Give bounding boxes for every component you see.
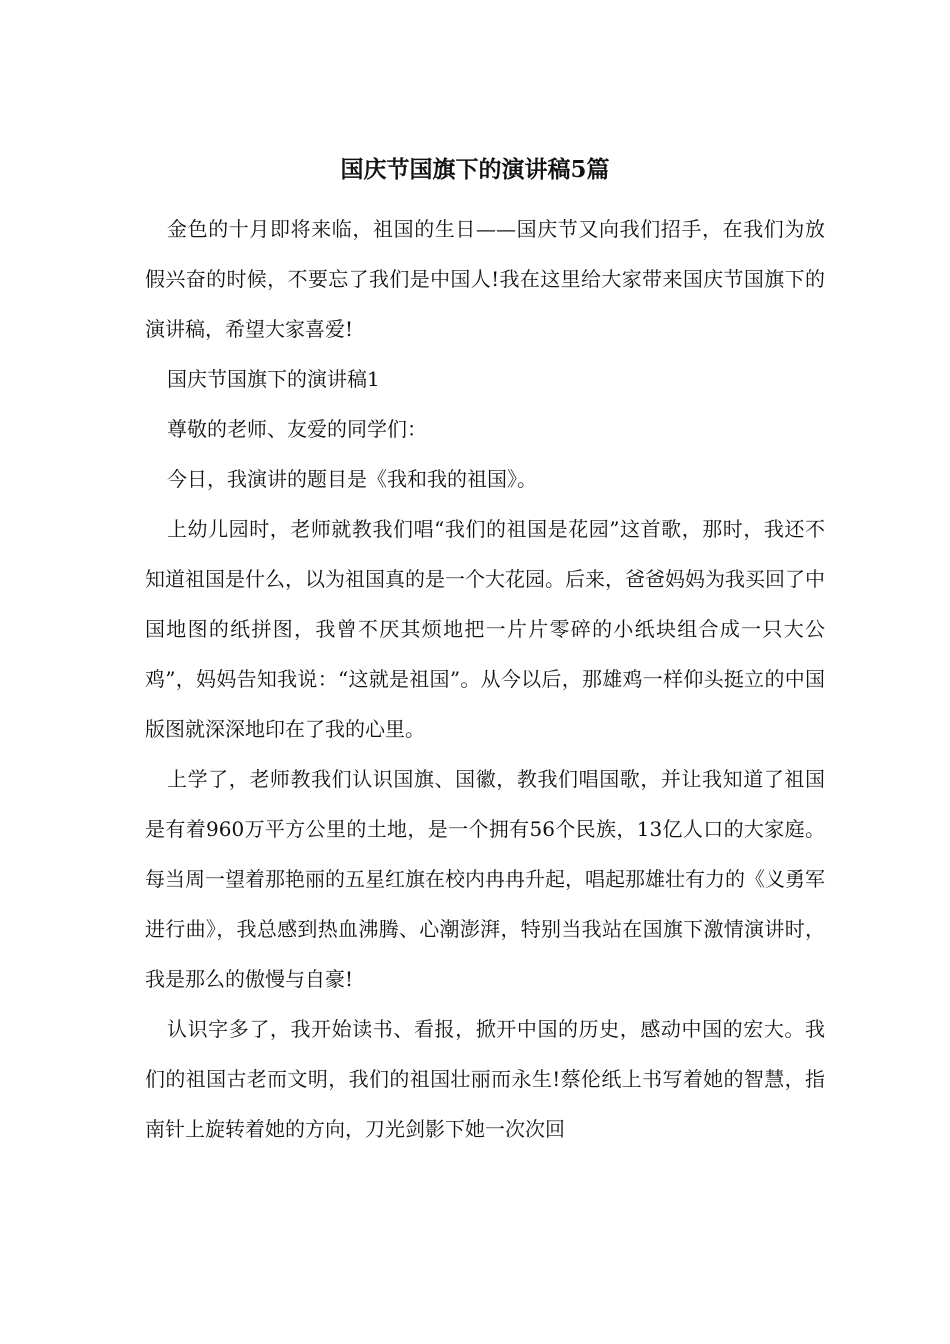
section-heading: 国庆节国旗下的演讲稿1	[167, 367, 380, 391]
school-paragraph: 上学了，老师教我们认识国旗、国徽，教我们唱国歌，并让我知道了祖国是有着960万平方公里的土地，是一个拥有56个民族，13亿人口的大家庭。每当周一望着那艳丽的五星红旗在校内冉冉升起，唱起那雄壮有力的《义勇军进行曲》，我总感到热血沸腾、心潮澎湃，特别当我站在国旗下激情演讲时，我是那么的傲慢与自豪!	[145, 767, 825, 991]
salutation: 尊敬的老师、友爱的同学们：	[167, 417, 427, 441]
speech-topic-paragraph: 今日，我演讲的题目是《我和我的祖国》。	[167, 467, 537, 491]
document-title: 国庆节国旗下的演讲稿5篇	[340, 156, 610, 183]
history-paragraph: 认识字多了，我开始读书、看报，掀开中国的历史，感动中国的宏大。我们的祖国古老而文明，我们的祖国壮丽而永生!蔡伦纸上书写着她的智慧，指南针上旋转着她的方向，刀光剑影下她一次次回	[145, 1017, 825, 1141]
kindergarten-paragraph: 上幼儿园时，老师就教我们唱“我们的祖国是花园”这首歌，那时，我还不知道祖国是什么，以为祖国真的是一个大花园。后来，爸爸妈妈为我买回了中国地图的纸拼图，我曾不厌其烦地把一片片零碎的小纸块组合成一只大公鸡”，妈妈告知我说：“这就是祖国”。从今以后，那雄鸡一样仰头挺立的中国版图就深深地印在了我的心里。	[145, 517, 825, 741]
intro-paragraph: 金色的十月即将来临，祖国的生日——国庆节又向我们招手，在我们为放假兴奋的时候，不要忘了我们是中国人!我在这里给大家带来国庆节国旗下的演讲稿，希望大家喜爱!	[145, 217, 825, 341]
document-body	[145, 204, 825, 1154]
